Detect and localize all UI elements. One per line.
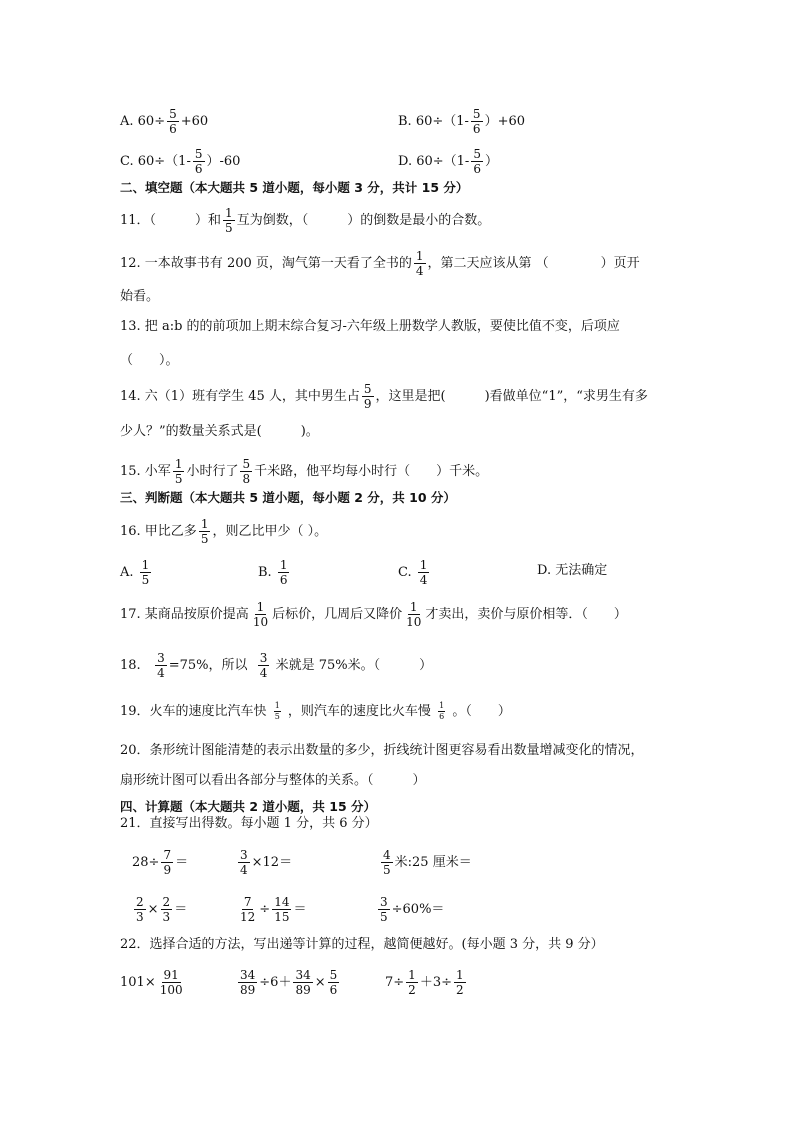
section-2-title: 二、填空题（本大题共 5 道小题，每小题 3 分，共计 15 分） bbox=[120, 180, 469, 195]
fraction: $\frac{1}{5}$ bbox=[174, 457, 183, 486]
fraction: $\frac{1}{10}$ bbox=[406, 600, 422, 629]
fraction: $\frac{91}{100}$ bbox=[159, 968, 183, 997]
fraction: $\frac{7}{9}$ bbox=[163, 848, 172, 877]
fraction: $\frac{1}{6}$ bbox=[439, 701, 445, 721]
fraction: $\frac{1}{5}$ bbox=[200, 517, 209, 546]
q16-option-b: B. $\frac{1}{6}$ bbox=[258, 558, 288, 587]
question-13: 13. 把 a:b 的的前项加上期末综合复习-六年级上册数学人教版，要使比值不变，后项应 bbox=[120, 319, 620, 334]
section-4-title: 四、计算题（本大题共 2 道小题，共 15 分） bbox=[120, 799, 377, 814]
option-c: C. 60÷（1- $\frac{5}{6}$ ）-60 bbox=[120, 147, 241, 176]
q22-expr-3: 7÷ $\frac{1}{2}$ ＋3÷ $\frac{1}{2}$ bbox=[385, 968, 464, 997]
q16-option-a: A. $\frac{1}{5}$ bbox=[120, 558, 150, 587]
fraction: $\frac{5}{9}$ bbox=[363, 382, 372, 411]
fraction: $\frac{3}{4}$ bbox=[259, 651, 268, 680]
question-16: 16. 甲比乙多 $\frac{1}{5}$ ，则乙比甲少（ ）。 bbox=[120, 517, 328, 546]
question-19: 19．火车的速度比汽车快 $\frac{1}{5}$ ，则汽车的速度比火车慢 $\frac{1}{6}$ 。（ ） bbox=[120, 701, 511, 721]
fraction: $\frac{14}{15}$ bbox=[274, 895, 290, 924]
fraction: $\frac{1}{6}$ bbox=[279, 558, 288, 587]
fraction: $\frac{5}{6}$ bbox=[473, 147, 481, 176]
fraction: $\frac{1}{5}$ bbox=[225, 206, 233, 235]
q21-expr-2: $\frac{3}{4}$ ×12＝ bbox=[240, 848, 293, 877]
fraction: $\frac{5}{6}$ bbox=[329, 968, 338, 997]
question-14: 14. 六（1）班有学生 45 人，其中男生占 $\frac{5}{9}$ ，这里是把( )看做单位“1”，“求男生有多 bbox=[120, 382, 648, 411]
fraction: $\frac{1}{4}$ bbox=[415, 249, 424, 278]
fraction: $\frac{3}{4}$ bbox=[240, 848, 248, 877]
fraction: $\frac{5}{6}$ bbox=[472, 107, 481, 136]
q16-option-c: C. $\frac{1}{4}$ bbox=[398, 558, 428, 587]
fraction: $\frac{7}{12}$ bbox=[240, 895, 256, 924]
q21-expr-5: $\frac{7}{12}$ ÷ $\frac{14}{15}$ ＝ bbox=[240, 895, 307, 924]
question-15: 15. 小军 $\frac{1}{5}$ 小时行了 $\frac{5}{8}$ 千米路，他平均每小时行（ ）千米。 bbox=[120, 457, 489, 486]
fraction: $\frac{1}{2}$ bbox=[455, 968, 464, 997]
question-12: 12. 一本故事书有 200 页，淘气第一天看了全书的 $\frac{1}{4}$ ，第二天应该从第 （ ）页开 bbox=[120, 249, 640, 278]
fraction: $\frac{4}{5}$ bbox=[383, 848, 391, 877]
question-20: 20．条形统计图能清楚的表示出数量的多少，折线统计图更容易看出数量增减变化的情况， bbox=[120, 743, 644, 758]
question-11: 11．（ ）和 $\frac{1}{5}$ 互为倒数，（ ）的倒数是最小的合数。 bbox=[120, 206, 491, 235]
fraction: $\frac{1}{10}$ bbox=[252, 600, 269, 629]
option-a: A. 60÷ $\frac{5}{6}$ +60 bbox=[120, 107, 209, 136]
question-22-title: 22．选择合适的方法，写出递等计算的过程，越简便越好。(每小题 3 分，共 9 分） bbox=[120, 937, 604, 952]
fraction: $\frac{5}{8}$ bbox=[242, 457, 251, 486]
question-20-line2: 扇形统计图可以看出各部分与整体的关系。（ ） bbox=[120, 773, 426, 788]
option-b: B. 60÷（1- $\frac{5}{6}$ ）+60 bbox=[398, 107, 525, 136]
q21-expr-4: $\frac{2}{3}$ × $\frac{2}{3}$ ＝ bbox=[136, 895, 188, 924]
q22-expr-1: 101× $\frac{91}{100}$ bbox=[120, 968, 183, 997]
option-d: D. 60÷（1- $\frac{5}{6}$ ） bbox=[398, 147, 498, 176]
q21-expr-1: 28÷ $\frac{7}{9}$ ＝ bbox=[132, 848, 189, 877]
fraction: $\frac{34}{89}$ bbox=[295, 968, 311, 997]
fraction: $\frac{3}{5}$ bbox=[380, 895, 388, 924]
question-13-line2: （ ）。 bbox=[120, 353, 179, 368]
q21-expr-6: $\frac{3}{5}$ ÷60%＝ bbox=[380, 895, 445, 924]
question-21-title: 21．直接写出得数。每小题 1 分，共 6 分） bbox=[120, 816, 378, 831]
question-17: 17. 某商品按原价提高 $\frac{1}{10}$ 后标价，几周后又降价 $\frac{1}{10}$ 才卖出，卖价与原价相等．（ ） bbox=[120, 600, 627, 629]
fraction: $\frac{5}{6}$ bbox=[169, 107, 177, 136]
fraction: $\frac{1}{4}$ bbox=[419, 558, 428, 587]
fraction: $\frac{1}{5}$ bbox=[141, 558, 150, 587]
fraction: $\frac{2}{3}$ bbox=[162, 895, 171, 924]
section-3-title: 三、判断题（本大题共 5 道小题，每小题 2 分，共 10 分） bbox=[120, 490, 456, 505]
question-14-line2: 少人？”的数量关系式是( )。 bbox=[120, 424, 319, 439]
fraction: $\frac{34}{89}$ bbox=[240, 968, 256, 997]
fraction: $\frac{3}{4}$ bbox=[157, 651, 165, 680]
fraction: $\frac{1}{5}$ bbox=[274, 701, 280, 721]
question-18: 18. $\frac{3}{4}$ =75%，所以 $\frac{3}{4}$ 米就是 75%米。（ ） bbox=[120, 651, 433, 680]
fraction: $\frac{2}{3}$ bbox=[136, 895, 144, 924]
question-12-line2: 始看。 bbox=[120, 289, 160, 304]
q16-option-d: D. 无法确定 bbox=[537, 563, 608, 578]
q21-expr-3: $\frac{4}{5}$ 米:25 厘米＝ bbox=[383, 848, 472, 877]
fraction: $\frac{5}{6}$ bbox=[194, 147, 203, 176]
q22-expr-2: $\frac{34}{89}$ ÷6＋ $\frac{34}{89}$ × $\frac{5}{6}$ bbox=[240, 968, 338, 997]
fraction: $\frac{1}{2}$ bbox=[408, 968, 416, 997]
